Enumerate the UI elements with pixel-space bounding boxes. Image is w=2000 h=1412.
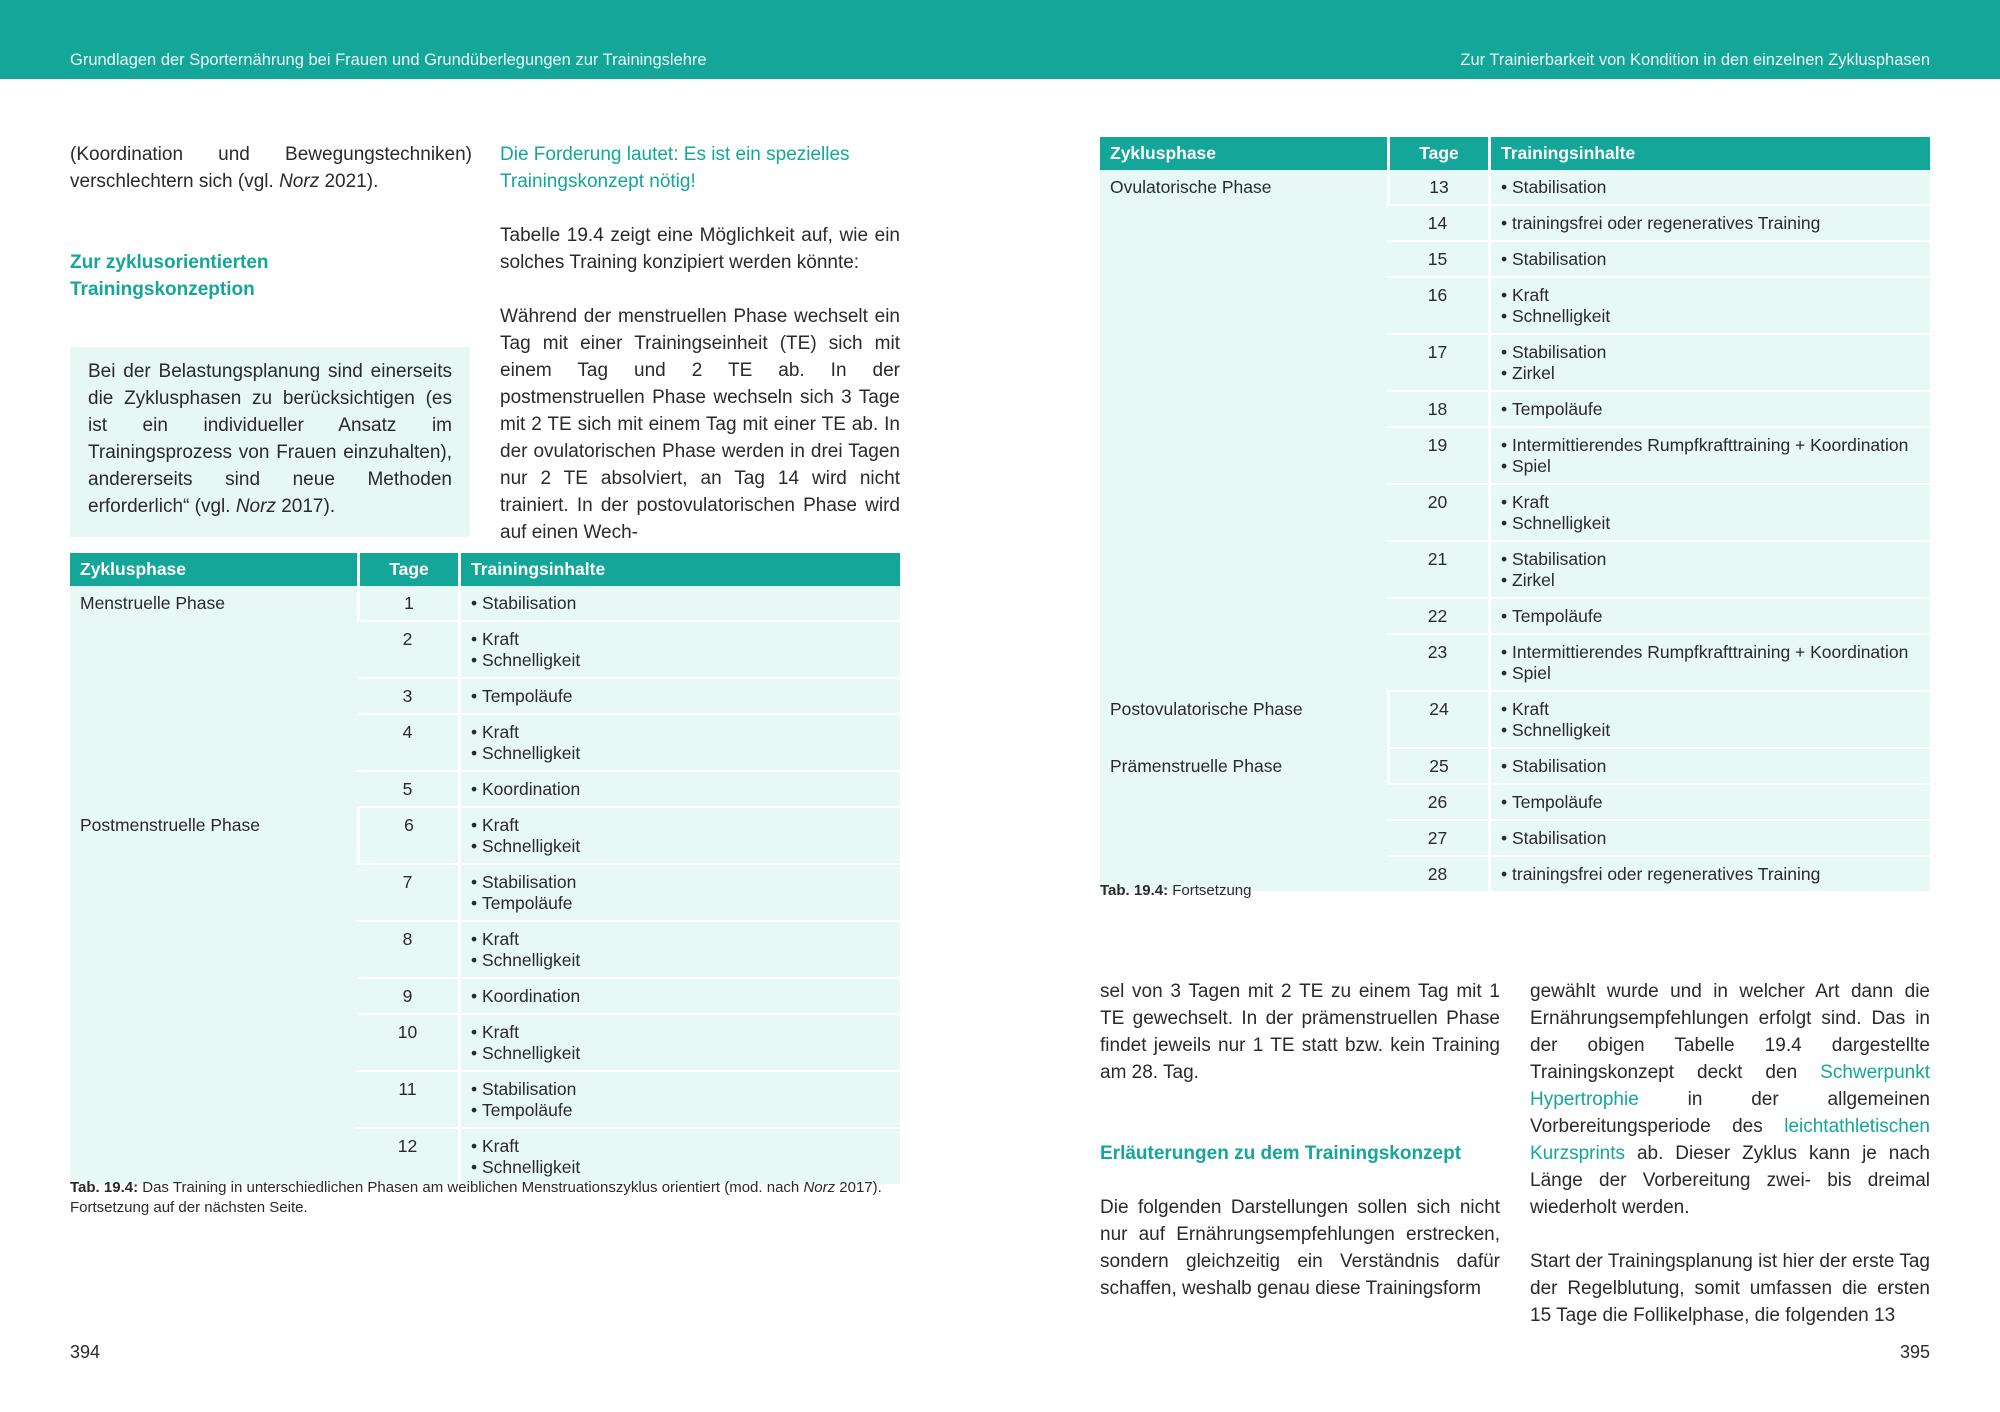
day-cell: 2 <box>357 622 458 679</box>
header-left-title: Grundlagen der Sporternährung bei Frauen und Grundüberlegungen zur Trainingslehre <box>70 51 707 69</box>
content-cell <box>1488 170 1930 206</box>
day-cell: 6 <box>357 808 458 865</box>
training-item: • Stabilisation <box>1501 249 1920 270</box>
training-item: • Kraft <box>1501 699 1920 720</box>
content-cell <box>1488 749 1930 785</box>
left-paragraph-2: Tabelle 19.4 zeigt eine Möglichkeit auf, wie ein solches Training konzipiert werden könnte: <box>500 225 900 273</box>
right-paragraph-4: Start der Trainingsplanung ist hier der erste Tag der Regelblutung, somit umfassen die ersten 15 Tage die Follikelphase, die folgenden 13 <box>1530 1251 1930 1326</box>
right-page-column-2 <box>1530 978 1930 1329</box>
training-item: • Stabilisation <box>1501 342 1920 363</box>
section-heading-zyklusorientiert: Zur zyklusorientierten Trainingskonzeption <box>70 252 269 300</box>
content-cell <box>458 772 900 808</box>
table-header-row <box>70 553 900 586</box>
day-cell: 24 <box>1387 692 1488 749</box>
training-item: • Schnelligkeit <box>1501 306 1920 327</box>
training-item: • Stabilisation <box>471 872 890 893</box>
content-cell <box>1488 278 1930 335</box>
phase-cell: Postmenstruelle Phase <box>70 808 357 1186</box>
day-cell: 11 <box>357 1072 458 1129</box>
day-cell: 26 <box>1387 785 1488 821</box>
content-cell <box>1488 206 1930 242</box>
training-item: • Schnelligkeit <box>471 650 890 671</box>
day-cell: 12 <box>357 1129 458 1186</box>
content-cell <box>458 679 900 715</box>
page-number-right: 395 <box>1899 1342 1930 1362</box>
header-tage: Tage <box>357 553 458 586</box>
quote-text: Bei der Belastungsplanung sind einerseits die Zyklusphasen zu berücksichtigen (es ist ein individueller Ansatz im Trainingsprozess von Frauen einzuhalten), andererseits sind neue Methoden erforderlich“ (vgl. Norz 2017). <box>88 361 452 517</box>
day-cell: 19 <box>1387 428 1488 485</box>
day-cell: 20 <box>1387 485 1488 542</box>
content-cell <box>1488 692 1930 749</box>
day-cell: 5 <box>357 772 458 808</box>
content-cell <box>458 865 900 922</box>
right-page-column-1 <box>1100 978 1500 1302</box>
day-cell: 7 <box>357 865 458 922</box>
training-item: • Kraft <box>471 1022 890 1043</box>
content-cell <box>458 1015 900 1072</box>
training-item: • Stabilisation <box>471 1079 890 1100</box>
training-item: • Schnelligkeit <box>1501 720 1920 741</box>
header-tage: Tage <box>1387 137 1488 170</box>
training-item: • Schnelligkeit <box>471 1043 890 1064</box>
header-zyklusphase: Zyklusphase <box>70 553 357 586</box>
day-cell: 18 <box>1387 392 1488 428</box>
training-item: • Tempoläufe <box>471 893 890 914</box>
page-number-left: 394 <box>70 1342 101 1362</box>
content-cell <box>1488 542 1930 599</box>
training-item: • Spiel <box>1501 456 1920 477</box>
training-item: • Stabilisation <box>1501 828 1920 849</box>
left-page-column-2 <box>500 141 900 546</box>
phase-cell: Postovulatorische Phase <box>1100 692 1387 749</box>
training-item: • Stabilisation <box>1501 177 1920 198</box>
content-cell <box>1488 392 1930 428</box>
header-right-title: Zur Trainierbarkeit von Kondition in den einzelnen Zyklusphasen <box>1460 51 1930 69</box>
content-cell <box>1488 485 1930 542</box>
content-cell <box>1488 599 1930 635</box>
training-item: • Stabilisation <box>1501 549 1920 570</box>
training-item: • Schnelligkeit <box>471 1157 890 1178</box>
day-cell: 27 <box>1387 821 1488 857</box>
day-cell: 8 <box>357 922 458 979</box>
training-item: • Tempoläufe <box>471 1100 890 1121</box>
content-cell <box>1488 635 1930 692</box>
training-item: • Schnelligkeit <box>471 743 890 764</box>
training-item: • Kraft <box>1501 492 1920 513</box>
link-leichtathletische-kurzsprints: leichtathletischen Kurzsprints <box>1530 1116 1930 1164</box>
training-item: • Zirkel <box>1501 363 1920 384</box>
training-item: • Kraft <box>471 1136 890 1157</box>
table-row <box>70 808 900 865</box>
day-cell: 17 <box>1387 335 1488 392</box>
right-paragraph-3: gewählt wurde und in welcher Art dann die Ernährungsempfehlungen erfolgt sind. Das in der obigen Tabelle 19.4 dargestellte Trainingskonzept deckt den Schwerpunkt Hypertrophie in der allgemeinen Vorbereitungsperiode des leichtathletischen Kurzsprints ab. Dieser Zyklus kann je nach Länge der Vorbereitung zwei- bis dreimal wiederholt werden. <box>1530 981 1930 1218</box>
day-cell: 16 <box>1387 278 1488 335</box>
right-paragraph-1: sel von 3 Tagen mit 2 TE zu einem Tag mit 1 TE gewechselt. In der prämenstruellen Phase findet jeweils nur 1 TE statt bzw. kein Training am 28. Tag. <box>1100 981 1500 1083</box>
day-cell: 10 <box>357 1015 458 1072</box>
day-cell: 9 <box>357 979 458 1015</box>
table-row <box>1100 692 1930 749</box>
content-cell <box>1488 785 1930 821</box>
day-cell: 4 <box>357 715 458 772</box>
training-item: • Schnelligkeit <box>1501 513 1920 534</box>
demand-statement: Die Forderung lautet: Es ist ein spezielles Trainingskonzept nötig! <box>500 144 850 192</box>
training-item: • Tempoläufe <box>1501 792 1920 813</box>
training-item: • Tempoläufe <box>471 686 890 707</box>
table-row <box>1100 749 1930 785</box>
training-item: • Spiel <box>1501 663 1920 684</box>
phase-cell: Ovulatorische Phase <box>1100 170 1387 692</box>
training-item: • Kraft <box>471 929 890 950</box>
content-cell <box>1488 428 1930 485</box>
link-schwerpunkt-hypertrophie: Schwerpunkt Hypertrophie <box>1530 1062 1930 1110</box>
content-cell <box>458 922 900 979</box>
training-item: • Stabilisation <box>471 593 890 614</box>
training-item: • Kraft <box>471 629 890 650</box>
left-paragraph-3: Während der menstruellen Phase wechselt ein Tag mit einer Trainingseinheit (TE) sich mit einem Tag und 2 TE ab. In der postmenstruellen Phase wechseln sich 3 Tage mit 2 TE sich mit einem Tag mit einer TE ab. In der ovulatorischen Phase werden in drei Tagen nur 2 TE absolviert, an Tag 14 wird nicht trainiert. In der postovulatorischen Phase wird auf einen Wech- <box>500 306 900 543</box>
training-table-part-2 <box>1100 137 1930 893</box>
day-cell: 1 <box>357 586 458 622</box>
training-item: • trainingsfrei oder regeneratives Training <box>1501 213 1920 234</box>
training-item: • trainingsfrei oder regeneratives Training <box>1501 864 1920 885</box>
day-cell: 23 <box>1387 635 1488 692</box>
training-item: • Kraft <box>471 815 890 836</box>
training-item: • Intermittierendes Rumpfkrafttraining + Koordination <box>1501 435 1920 456</box>
training-item: • Zirkel <box>1501 570 1920 591</box>
day-cell: 21 <box>1387 542 1488 599</box>
day-cell: 28 <box>1387 857 1488 893</box>
day-cell: 15 <box>1387 242 1488 278</box>
right-paragraph-2: Die folgenden Darstellungen sollen sich nicht nur auf Ernährungsempfehlungen erstrecken, sondern gleichzeitig ein Verständnis dafür schaffen, weshalb genau diese Trainingsform <box>1100 1197 1500 1299</box>
training-item: • Kraft <box>471 722 890 743</box>
training-item: • Intermittierendes Rumpfkrafttraining + Koordination <box>1501 642 1920 663</box>
content-cell <box>458 979 900 1015</box>
phase-cell: Menstruelle Phase <box>70 586 357 808</box>
training-item: • Schnelligkeit <box>471 950 890 971</box>
content-cell <box>1488 335 1930 392</box>
table-header-row <box>1100 137 1930 170</box>
day-cell: 25 <box>1387 749 1488 785</box>
training-item: • Koordination <box>471 986 890 1007</box>
header-zyklusphase: Zyklusphase <box>1100 137 1387 170</box>
content-cell <box>1488 242 1930 278</box>
training-item: • Schnelligkeit <box>471 836 890 857</box>
content-cell <box>458 715 900 772</box>
training-item: • Tempoläufe <box>1501 399 1920 420</box>
section-heading-erlaeuterungen: Erläuterungen zu dem Trainingskonzept <box>1100 1143 1462 1164</box>
running-header <box>0 0 2000 79</box>
day-cell: 3 <box>357 679 458 715</box>
table-row <box>1100 170 1930 206</box>
training-item: • Tempoläufe <box>1501 606 1920 627</box>
content-cell <box>458 622 900 679</box>
content-cell <box>458 586 900 622</box>
left-page-column-1 <box>70 141 472 195</box>
table-row <box>70 586 900 622</box>
content-cell <box>458 1072 900 1129</box>
content-cell <box>458 808 900 865</box>
training-item: • Koordination <box>471 779 890 800</box>
content-cell <box>1488 821 1930 857</box>
left-paragraph-1: (Koordination und Bewegungstechniken) verschlechtern sich (vgl. Norz 2021). <box>70 144 472 192</box>
table-caption-left: Tab. 19.4: Das Training in unterschiedlichen Phasen am weiblichen Menstruationszyklus orientiert (mod. nach Norz 2017). Fortsetzung auf der nächsten Seite. <box>70 1179 882 1216</box>
day-cell: 14 <box>1387 206 1488 242</box>
day-cell: 22 <box>1387 599 1488 635</box>
header-trainingsinhalte: Trainingsinhalte <box>1488 137 1930 170</box>
left-heading-block <box>70 249 370 303</box>
table-caption-right: Tab. 19.4: Fortsetzung <box>1100 882 1252 899</box>
header-trainingsinhalte: Trainingsinhalte <box>458 553 900 586</box>
quote-box <box>70 347 470 537</box>
training-table-part-1 <box>70 553 900 1186</box>
day-cell: 13 <box>1387 170 1488 206</box>
training-item: • Kraft <box>1501 285 1920 306</box>
training-item: • Stabilisation <box>1501 756 1920 777</box>
phase-cell: Prämenstruelle Phase <box>1100 749 1387 893</box>
